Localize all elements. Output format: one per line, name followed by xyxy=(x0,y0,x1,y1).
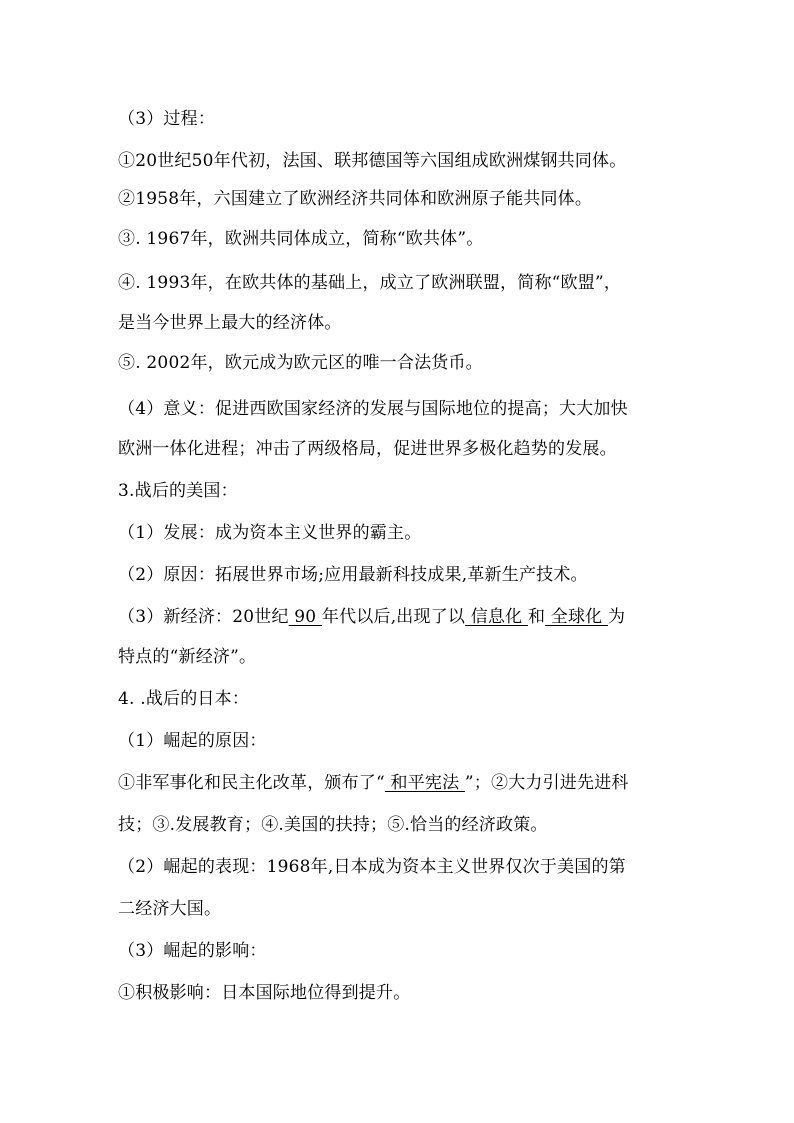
text-line-with-blanks xyxy=(118,772,688,794)
text-line: （2）崛起的表现：1968年,日本成为资本主义世界仅次于美国的第 xyxy=(118,857,626,877)
text-line: （1）发展：成为资本主义世界的霸主。 xyxy=(118,523,422,543)
section-heading: 4. .战后的日本： xyxy=(118,689,250,709)
text-line: ②1958年，六国建立了欧洲经济共同体和欧洲原子能共同体。 xyxy=(118,189,593,209)
fill-blank-answer: 90 xyxy=(288,607,322,627)
fill-blank-answer: 全球化 xyxy=(545,607,608,627)
text-line: ①20世纪50年代初，法国、联邦德国等六国组成欧洲煤钢共同体。 xyxy=(118,151,627,171)
text-line: ④. 1993年，在欧共体的基础上，成立了欧洲联盟，简称“欧盟”， xyxy=(118,273,622,293)
text-segment: 年代以后,出现了以 xyxy=(321,607,466,627)
text-line: （3）过程： xyxy=(118,109,216,129)
fill-blank-answer: 信息化 xyxy=(465,607,528,627)
text-line: （2）原因：拓展世界市场;应用最新科技成果,革新生产技术。 xyxy=(118,565,588,585)
fill-blank-answer: 和平宪法 xyxy=(384,773,465,793)
text-segment: 为 xyxy=(607,607,626,627)
text-line: （3）崛起的影响： xyxy=(118,941,267,961)
text-line: 欧洲一体化进程；冲击了两级格局，促进世界多极化趋势的发展。 xyxy=(118,439,617,459)
text-line: 技；③.发展教育；④.美国的扶持；⑤.恰当的经济政策。 xyxy=(118,815,548,835)
text-line-with-blanks xyxy=(118,606,688,628)
text-segment: ①非军事化和民主化改革，颁布了“ xyxy=(118,773,385,793)
text-line: 是当今世界上最大的经济体。 xyxy=(118,313,342,333)
text-segment: 和 xyxy=(527,607,546,627)
text-line: 特点的“新经济”。 xyxy=(118,647,257,667)
text-line: （1）崛起的原因： xyxy=(118,731,267,751)
text-line: 二经济大国。 xyxy=(118,899,222,919)
text-line: ①积极影响：日本国际地位得到提升。 xyxy=(118,983,411,1003)
text-line: ⑤. 2002年，欧元成为欧元区的唯一合法货币。 xyxy=(118,353,483,373)
text-line: （4）意义：促进西欧国家经济的发展与国际地位的提高；大大加快 xyxy=(118,399,628,419)
text-segment: （3）新经济：20世纪 xyxy=(118,607,289,627)
text-line: ③. 1967年，欧洲共同体成立，简称“欧共体”。 xyxy=(118,229,484,249)
text-segment: ”；②大力引进先进科 xyxy=(464,773,629,793)
section-heading: 3.战后的美国： xyxy=(118,481,238,501)
